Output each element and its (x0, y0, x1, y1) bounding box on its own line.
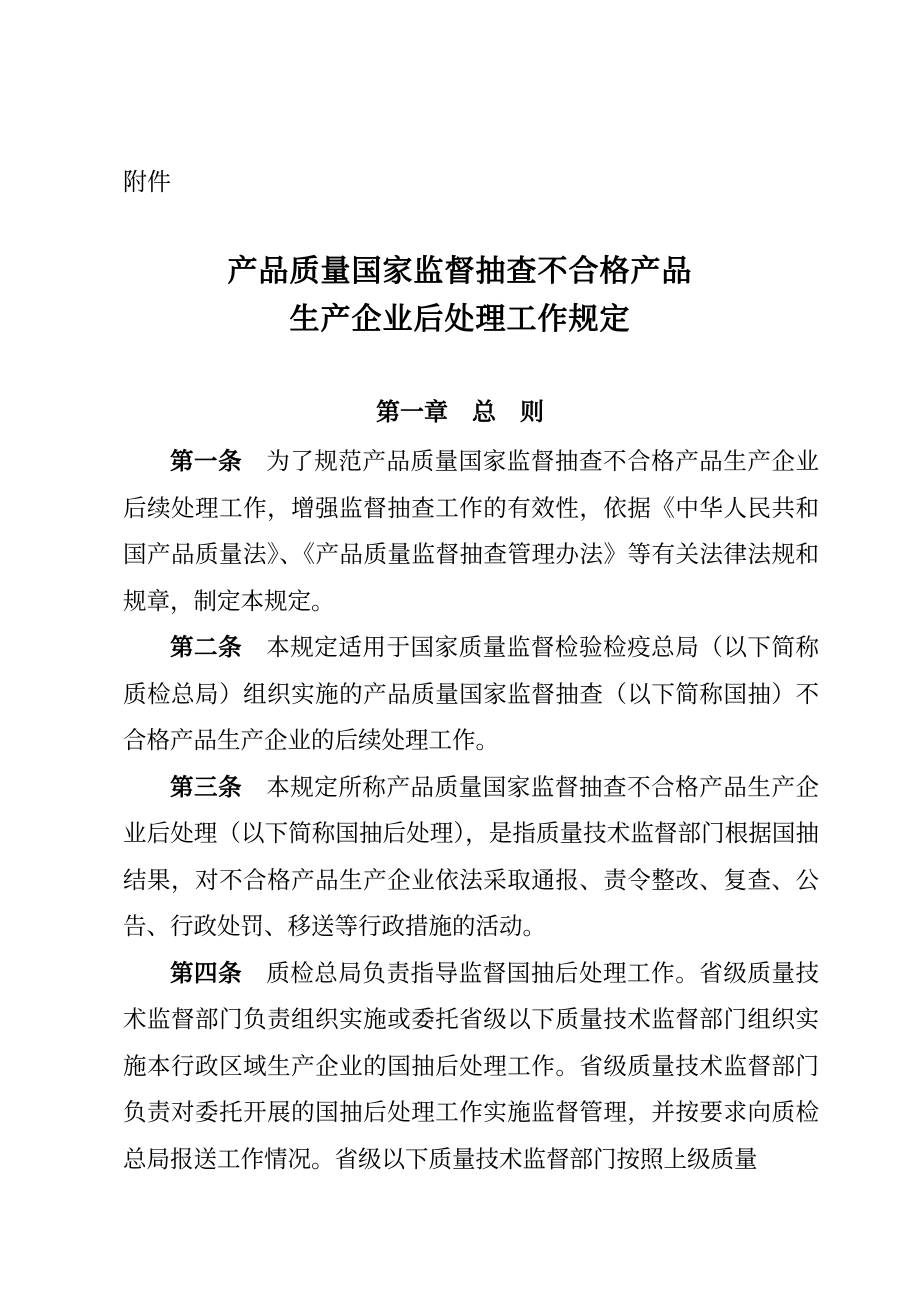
article-4 (123, 950, 819, 1183)
article-text: 为了规范产品质量国家监督抽查不合格产品生产企业后续处理工作，增强监督抽查工作的有效性，依据《中华人民共和国产品质量法》、《产品质量监督抽查管理办法》等有关法律法规和规章，制定本规定。 (123, 447, 820, 615)
article-number: 第二条 (170, 633, 243, 661)
attachment-label: 附件 (123, 168, 171, 196)
article-number: 第三条 (170, 772, 243, 801)
article-text: 质检总局负责指导监督国抽后处理工作。省级质量技术监督部门负责组织实施或委托省级以下质量技术监督部门组织实施本行政区域生产企业的国抽后处理工作。省级质量技术监督部门负责对委托开展的国抽后处理工作实施监督管理，并按要求向质检总局报送工作情况。省级以下质量技术监督部门按照上级质量 (123, 958, 820, 1173)
article-text: 本规定适用于国家质量监督检验检疫总局（以下简称质检总局）组织实施的产品质量国家监督抽查（以下简称国抽）不合格产品生产企业的后续处理工作。 (123, 633, 820, 754)
article-number: 第一条 (170, 447, 243, 475)
document-title (0, 250, 920, 346)
article-1 (123, 438, 819, 624)
title-line-1: 产品质量国家监督抽查不合格产品 (227, 254, 693, 289)
title-line-2: 生产企业后处理工作规定 (289, 302, 631, 337)
document-body (123, 438, 819, 1182)
article-number: 第四条 (170, 958, 243, 987)
article-text: 本规定所称产品质量国家监督抽查不合格产品生产企业后处理（以下简称国抽后处理），是指质量技术监督部门根据国抽结果，对不合格产品生产企业依法采取通报、责令整改、复查、公告、行政处罚、移送等行政措施的活动。 (123, 772, 820, 940)
article-3 (123, 764, 819, 950)
article-2 (123, 624, 819, 764)
chapter-heading: 第一章 总 则 (376, 398, 544, 426)
